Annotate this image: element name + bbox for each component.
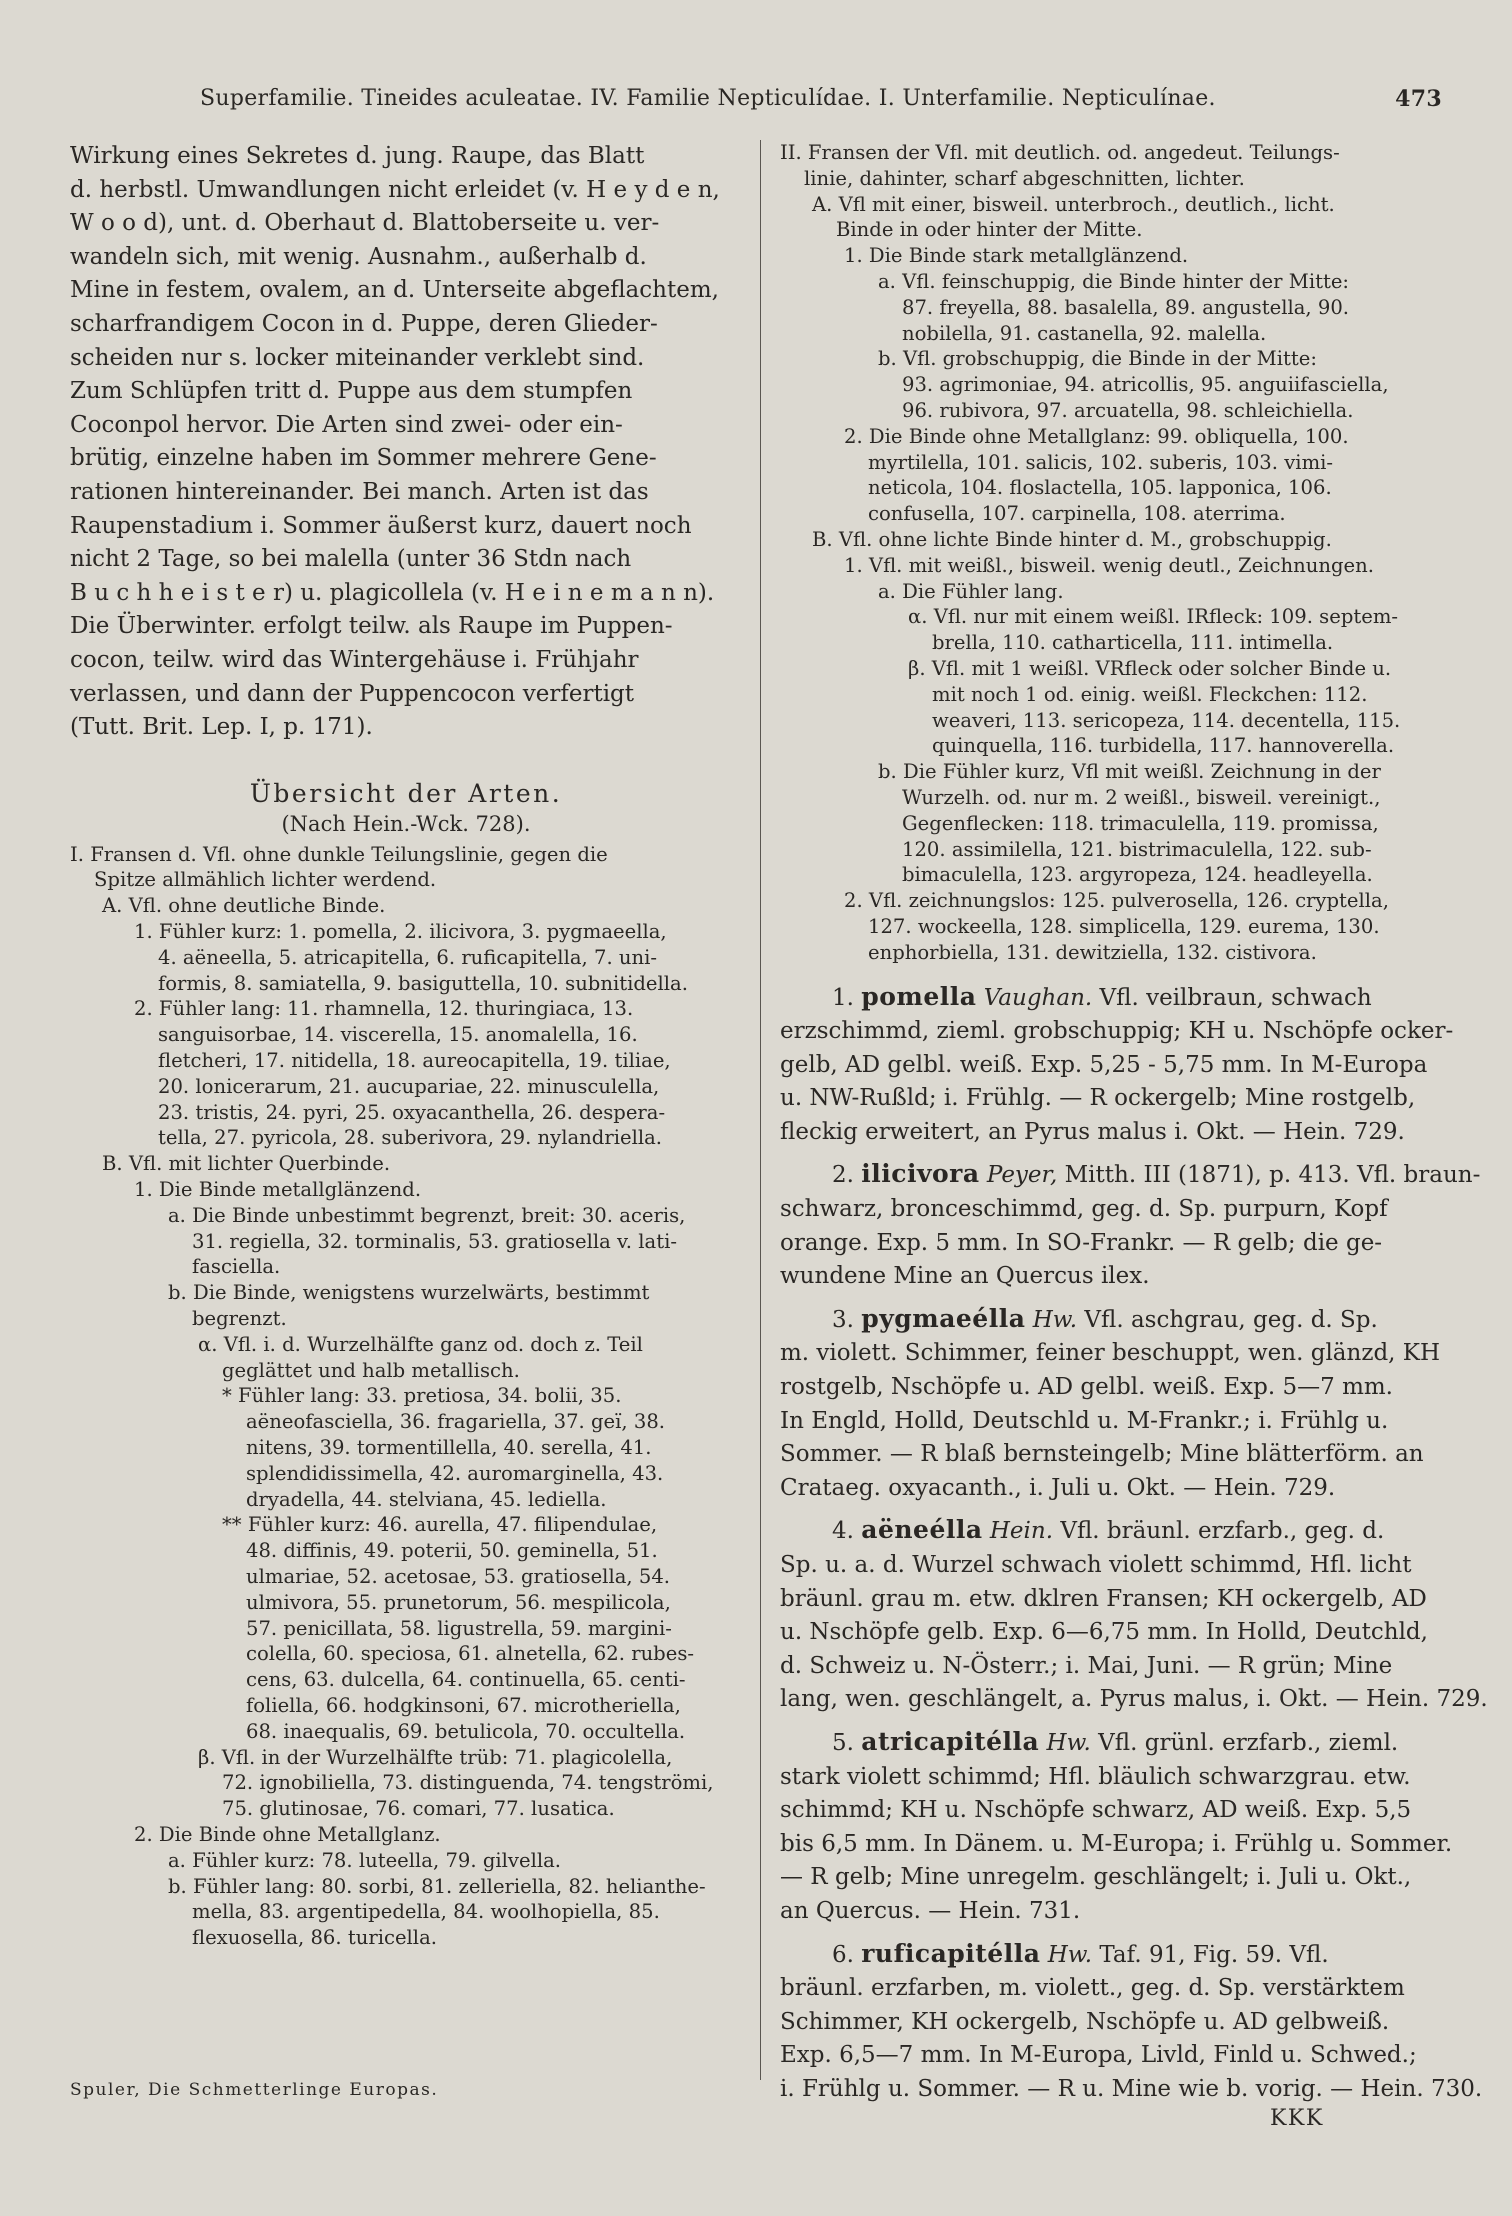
key-item <box>70 1280 742 1332</box>
key-line: splendidissimella, 42. auromarginella, 43. <box>246 1461 664 1485</box>
intro-line: verlassen, und dann der Puppencocon verfertigt <box>70 680 635 707</box>
species-number: 2. <box>832 1162 862 1189</box>
entry-line <box>780 1937 1450 1973</box>
key-line: 127. wockeella, 128. simplicella, 129. eurema, 130. <box>868 914 1380 938</box>
species-name: atricapitélla <box>861 1726 1040 1756</box>
species-entry <box>780 1157 1481 1293</box>
intro-line: rationen hintereinander. Bei manch. Arten ist das <box>70 478 649 505</box>
key-item <box>70 1383 742 1512</box>
intro-line: Coconpol hervor. Die Arten sind zwei- oder ein- <box>70 411 623 438</box>
key-item <box>780 579 1450 605</box>
entry-line: fleckig erweitert, an Pyrus malus i. Okt. — Hein. 729. <box>780 1118 1405 1145</box>
key-line: 96. rubivora, 97. arcuatella, 98. schleichiella. <box>902 398 1354 422</box>
key-item <box>780 140 1450 192</box>
intro-line: cocon, teilw. wird das Wintergehäuse i. Frühjahr <box>70 646 639 673</box>
entry-line: bis 6,5 mm. In Dänem. u. M-Europa; i. Frühlg u. Sommer. <box>780 1830 1453 1857</box>
key-item <box>70 919 742 996</box>
key-item <box>780 346 1450 423</box>
species-number: 5. <box>832 1729 862 1756</box>
entry-line: d. Schweiz u. N-Österr.; i. Mai, Juni. — R grün; Mine <box>780 1652 1393 1679</box>
intro-line: W o o d), unt. d. Oberhaut d. Blattoberseite u. ver- <box>70 210 660 237</box>
species-author: Vaughan. <box>976 984 1093 1011</box>
key-line: 87. freyella, 88. basalella, 89. angustella, 90. <box>902 295 1350 319</box>
key-line: myrtilella, 101. salicis, 102. suberis, 103. vimi- <box>868 450 1334 474</box>
key-line: nitens, 39. tormentillella, 40. serella, 41. <box>246 1436 652 1460</box>
entry-line <box>780 1725 1450 1761</box>
key-line: a. Die Fühler lang. <box>878 579 1064 603</box>
intro-line: wandeln sich, mit wenig. Ausnahm., außerhalb d. <box>70 243 647 270</box>
key-line: α. Vfl. nur mit einem weißl. IRfleck: 109. septem- <box>908 605 1399 629</box>
key-line: cens, 63. dulcella, 64. continuella, 65. centi- <box>246 1668 686 1692</box>
species-author: Hw. <box>1025 1306 1078 1333</box>
species-key-left <box>70 842 742 1951</box>
key-line: 2. Fühler lang: 11. rhamnella, 12. thuringiaca, 13. <box>134 997 634 1021</box>
key-line: flexuosella, 86. turicella. <box>192 1926 437 1950</box>
intro-line: brütig, einzelne haben im Sommer mehrere Gene- <box>70 445 657 472</box>
key-line: 1. Die Binde metallglänzend. <box>134 1178 422 1202</box>
species-name: ilicivora <box>861 1159 980 1189</box>
key-line: bimaculella, 123. argyropeza, 124. headleyella. <box>902 863 1373 887</box>
entry-line: u. NW-Rußld; i. Frühlg. — R ockergelb; Mine rostgelb, <box>780 1085 1416 1112</box>
entry-line: schwarz, bronceschimmd, geg. d. Sp. purpurn, Kopf <box>780 1196 1388 1223</box>
entry-line: orange. Exp. 5 mm. In SO-Frankr. — R gelb; die ge- <box>780 1229 1383 1256</box>
species-number: 3. <box>832 1306 862 1333</box>
key-line: confusella, 107. carpinella, 108. aterrima. <box>868 502 1286 526</box>
entry-text: Vfl. grünl. erzfarb., zieml. <box>1090 1729 1399 1756</box>
key-line: A. Vfl mit einer, bisweil. unterbroch., deutlich., licht. <box>812 192 1335 216</box>
key-item <box>780 656 1450 759</box>
entry-line: Crataeg. oxyacanth., i. Juli u. Okt. — Hein. 729. <box>780 1474 1336 1501</box>
intro-line: Zum Schlüpfen tritt d. Puppe aus dem stumpfen <box>70 378 633 405</box>
key-line: a. Vfl. feinschuppig, die Binde hinter der Mitte: <box>878 269 1350 293</box>
entry-line: Schimmer, KH ockergelb, Nschöpfe u. AD gelbweiß. <box>780 2008 1390 2035</box>
key-line: a. Fühler kurz: 78. luteella, 79. gilvella. <box>168 1848 562 1872</box>
entry-line: In Engld, Holld, Deutschld u. M-Frankr.; i. Frühlg u. <box>780 1407 1389 1434</box>
entry-line: Sommer. — R blaß bernsteingelb; Mine blätterförm. an <box>780 1441 1424 1468</box>
key-line: aëneofasciella, 36. fragariella, 37. geï, 38. <box>246 1410 666 1434</box>
intro-line: nicht 2 Tage, so bei malella (unter 36 Stdn nach <box>70 546 632 573</box>
species-entry <box>780 1725 1453 1929</box>
entry-line: erzschimmd, zieml. grobschuppig; KH u. Nschöpfe ocker- <box>780 1018 1454 1045</box>
key-line: b. Die Fühler kurz, Vfl mit weißl. Zeichnung in der <box>878 760 1381 784</box>
key-line: mella, 83. argentipedella, 84. woolhopiella, 85. <box>192 1900 660 1924</box>
species-number: 4. <box>832 1518 862 1545</box>
key-line: Binde in oder hinter der Mitte. <box>836 218 1143 242</box>
key-line: α. Vfl. i. d. Wurzelhälfte ganz od. doch z. Teil <box>198 1332 643 1356</box>
key-line: 2. Die Binde ohne Metallglanz. <box>134 1822 441 1846</box>
key-item <box>780 759 1450 888</box>
key-line: 4. aëneella, 5. atricapitella, 6. ruficapitella, 7. uni- <box>158 945 658 969</box>
key-line: B. Vfl. ohne lichte Binde hinter d. M., grobschuppig. <box>812 527 1332 551</box>
entry-line <box>780 1513 1450 1549</box>
key-line: foliella, 66. hodgkinsoni, 67. microtheriella, <box>246 1693 681 1717</box>
entry-line <box>780 1157 1481 1193</box>
intro-line: scharfrandigem Cocon in d. Puppe, deren Glieder- <box>70 310 658 337</box>
species-name: ruficapitélla <box>861 1938 1041 1968</box>
key-line: fletcheri, 17. nitidella, 18. aureocapitella, 19. tiliae, <box>158 1049 671 1073</box>
key-line: * Fühler lang: 33. pretiosa, 34. bolii, 35. <box>222 1384 622 1408</box>
key-line: b. Fühler lang: 80. sorbi, 81. zelleriella, 82. helianthe- <box>168 1874 706 1898</box>
key-line: tella, 27. pyricola, 28. suberivora, 29. nylandriella. <box>158 1126 663 1150</box>
key-item <box>70 1203 742 1280</box>
species-author: Hein. <box>982 1518 1054 1545</box>
entry-line: wundene Mine an Quercus ilex. <box>780 1263 1150 1290</box>
key-item <box>70 1848 742 1874</box>
species-author: Hw. <box>1040 1941 1093 1968</box>
species-entries <box>780 980 1488 2107</box>
intro-line: Die Überwinter. erfolgt teilw. als Raupe im Puppen- <box>70 613 673 640</box>
running-title: Superfamilie. Tineides aculeatae. IV. Familie Nepticulídae. I. Unterfamilie. Nepticulínae. <box>200 86 1216 111</box>
species-key-right <box>780 140 1450 966</box>
column-divider <box>760 140 761 2080</box>
key-item <box>70 842 742 894</box>
overview-note: (Nach Hein.-Wck. 728). <box>281 811 531 836</box>
right-column <box>780 140 1488 2107</box>
key-line: I. Fransen d. Vfl. ohne dunkle Teilungslinie, gegen die <box>70 842 608 866</box>
entry-line: rostgelb, Nschöpfe u. AD gelbl. weiß. Exp. 5—7 mm. <box>780 1374 1393 1401</box>
intro-line: B u c h h e i s t e r) u. plagicollela (v. H e i n e m a n n). <box>70 579 715 606</box>
key-item <box>70 1822 742 1848</box>
species-entry <box>780 980 1454 1150</box>
key-item <box>780 553 1450 579</box>
key-line: 1. Vfl. mit weißl., bisweil. wenig deutl., Zeichnungen. <box>844 553 1374 577</box>
species-entry <box>780 1302 1450 1506</box>
intro-line: Raupenstadium i. Sommer äußerst kurz, dauert noch <box>70 512 692 539</box>
key-line: b. Die Binde, wenigstens wurzelwärts, bestimmt <box>168 1281 650 1305</box>
entry-line: an Quercus. — Hein. 731. <box>780 1897 1081 1924</box>
key-line: geglättet und halb metallisch. <box>222 1358 520 1382</box>
key-line: enphorbiella, 131. dewitziella, 132. cistivora. <box>868 940 1317 964</box>
species-entry <box>780 1937 1483 2107</box>
intro-line: d. herbstl. Umwandlungen nicht erleidet (v. H e y d e n, <box>70 176 720 203</box>
entry-line: bräunl. erzfarben, m. violett., geg. d. Sp. verstärktem <box>780 1975 1405 2002</box>
publisher-footer: Spuler, Die Schmetterlinge Europas. <box>70 2080 439 2100</box>
key-line: weaveri, 113. sericopeza, 114. decentella, 115. <box>932 708 1401 732</box>
key-line: mit noch 1 od. einig. weißl. Fleckchen: 112. <box>932 682 1368 706</box>
entry-text: Vfl. aschgrau, geg. d. Sp. <box>1077 1306 1378 1333</box>
key-line: quinquella, 116. turbidella, 117. hannoverella. <box>932 734 1395 758</box>
entry-line: Exp. 6,5—7 mm. In M-Europa, Livld, Finld u. Schwed.; <box>780 2042 1417 2069</box>
key-item <box>70 1745 742 1822</box>
key-item <box>780 888 1450 965</box>
intro-paragraph <box>70 140 742 745</box>
intro-line: scheiden nur s. locker miteinander verklebt sind. <box>70 344 645 371</box>
key-line: fasciella. <box>192 1255 281 1279</box>
key-line: 20. lonicerarum, 21. aucupariae, 22. minusculella, <box>158 1074 660 1098</box>
key-line: neticola, 104. floslactella, 105. lapponica, 106. <box>868 476 1332 500</box>
species-number: 6. <box>832 1941 862 1968</box>
signature-mark: KKK <box>1270 2106 1324 2131</box>
overview-title: Übersicht der Arten. <box>249 778 563 808</box>
key-item <box>70 1512 742 1744</box>
entry-line: schimmd; KH u. Nschöpfe schwarz, AD weiß. Exp. 5,5 <box>780 1797 1412 1824</box>
key-item <box>70 1151 742 1177</box>
key-line: ulmivora, 55. prunetorum, 56. mespilicola, <box>246 1590 671 1614</box>
entry-line: lang, wen. geschlängelt, a. Pyrus malus, i. Okt. — Hein. 729. <box>780 1686 1488 1713</box>
entry-text: Vfl. bräunl. erzfarb., geg. d. <box>1053 1518 1385 1545</box>
key-line: 120. assimilella, 121. bistrimaculella, 122. sub- <box>902 837 1372 861</box>
key-line: II. Fransen der Vfl. mit deutlich. od. angedeut. Teilungs- <box>780 141 1340 164</box>
species-name: pomella <box>861 981 977 1011</box>
key-line: b. Vfl. grobschuppig, die Binde in der Mitte: <box>878 347 1317 371</box>
key-line: 93. agrimoniae, 94. atricollis, 95. anguiifasciella, <box>902 373 1389 397</box>
key-line: β. Vfl. mit 1 weißl. VRfleck oder solcher Binde u. <box>908 656 1392 680</box>
entry-line <box>780 980 1450 1016</box>
intro-line: Wirkung eines Sekretes d. jung. Raupe, das Blatt <box>70 143 645 169</box>
entry-line: gelb, AD gelbl. weiß. Exp. 5,25 - 5,75 mm. In M-Europa <box>780 1051 1428 1078</box>
entry-line: stark violett schimmd; Hfl. bläulich schwarzgrau. etw. <box>780 1763 1411 1790</box>
key-line: 2. Die Binde ohne Metallglanz: 99. obliquella, 100. <box>844 424 1349 448</box>
intro-line: (Tutt. Brit. Lep. I, p. 171). <box>70 714 373 741</box>
key-item <box>780 604 1450 656</box>
key-item <box>70 1332 742 1384</box>
key-item <box>70 1177 742 1203</box>
entry-line: u. Nschöpfe gelb. Exp. 6—6,75 mm. In Holld, Deutchld, <box>780 1619 1428 1646</box>
species-entry <box>780 1513 1488 1717</box>
page-number: 473 <box>1395 86 1442 112</box>
key-line: nobilella, 91. castanella, 92. malella. <box>902 321 1267 345</box>
key-line: 75. glutinosae, 76. comari, 77. lusatica. <box>222 1797 615 1821</box>
entry-line: i. Frühlg u. Sommer. — R u. Mine wie b. vorig. — Hein. 730. <box>780 2075 1483 2102</box>
key-line: linie, dahinter, scharf abgeschnitten, lichter. <box>804 166 1245 190</box>
key-line: colella, 60. speciosa, 61. alnetella, 62. rubes- <box>246 1642 694 1666</box>
species-author: Peyer, <box>979 1162 1058 1189</box>
key-line: 48. diffinis, 49. poterii, 50. geminella, 51. <box>246 1539 658 1563</box>
key-item <box>70 893 742 919</box>
key-item <box>780 243 1450 269</box>
key-item <box>780 527 1450 553</box>
entry-line: bräunl. grau m. etw. dklren Fransen; KH ockergelb, AD <box>780 1585 1427 1612</box>
entry-line <box>780 1302 1450 1338</box>
key-line: a. Die Binde unbestimmt begrenzt, breit: 30. aceris, <box>168 1203 686 1227</box>
key-line: 31. regiella, 32. torminalis, 53. gratiosella v. lati- <box>192 1229 677 1253</box>
key-line: formis, 8. samiatella, 9. basiguttella, 10. subnitidella. <box>158 971 688 995</box>
key-line: ** Fühler kurz: 46. aurella, 47. filipendulae, <box>222 1513 658 1537</box>
entry-text: Vfl. veilbraun, schwach <box>1092 984 1372 1011</box>
key-line: 2. Vfl. zeichnungslos: 125. pulverosella, 126. cryptella, <box>844 889 1389 913</box>
key-line: 57. penicillata, 58. ligustrella, 59. margini- <box>246 1616 672 1640</box>
key-item <box>70 996 742 1151</box>
key-line: 72. ignobiliella, 73. distinguenda, 74. tengströmi, <box>222 1771 714 1795</box>
key-line: 68. inaequalis, 69. betulicola, 70. occultella. <box>246 1719 686 1743</box>
key-line: B. Vfl. mit lichter Querbinde. <box>102 1152 391 1176</box>
key-line: A. Vfl. ohne deutliche Binde. <box>102 894 386 918</box>
species-number: 1. <box>832 984 862 1011</box>
key-line: 1. Fühler kurz: 1. pomella, 2. ilicivora, 3. pygmaeella, <box>134 920 667 944</box>
key-line: brella, 110. catharticella, 111. intimella. <box>932 631 1334 655</box>
entry-text: Mitth. III (1871), p. 413. Vfl. braun- <box>1057 1162 1481 1189</box>
key-line: Gegenflecken: 118. trimaculella, 119. promissa, <box>902 811 1379 835</box>
key-item <box>780 269 1450 346</box>
key-line: begrenzt. <box>192 1307 287 1331</box>
key-item <box>70 1874 742 1951</box>
left-column <box>70 140 742 1951</box>
entry-line: — R gelb; Mine unregelm. geschlängelt; i. Juli u. Okt., <box>780 1864 1412 1891</box>
key-line: sanguisorbae, 14. viscerella, 15. anomalella, 16. <box>158 1023 638 1047</box>
key-item <box>780 192 1450 244</box>
running-header <box>200 86 1450 122</box>
species-name: aëneélla <box>861 1515 983 1545</box>
key-line: 1. Die Binde stark metallglänzend. <box>844 244 1189 268</box>
entry-text: Taf. 91, Fig. 59. Vfl. <box>1092 1941 1329 1968</box>
key-item <box>780 424 1450 527</box>
species-name: pygmaeélla <box>861 1303 1026 1333</box>
species-author: Hw. <box>1039 1729 1091 1756</box>
key-line: β. Vfl. in der Wurzelhälfte trüb: 71. plagicolella, <box>198 1745 673 1769</box>
entry-line: Sp. u. a. d. Wurzel schwach violett schimmd, Hfl. licht <box>780 1552 1412 1578</box>
key-line: 23. tristis, 24. pyri, 25. oxyacanthella, 26. despera- <box>158 1100 666 1124</box>
key-line: Wurzelh. od. nur m. 2 weißl., bisweil. vereinigt., <box>902 785 1381 809</box>
key-line: dryadella, 44. stelviana, 45. lediella. <box>246 1487 607 1511</box>
key-line: ulmariae, 52. acetosae, 53. gratiosella, 54. <box>246 1565 671 1588</box>
intro-line: Mine in festem, ovalem, an d. Unterseite abgeflachtem, <box>70 277 719 304</box>
entry-line: m. violett. Schimmer, feiner beschuppt, wen. glänzd, KH <box>780 1340 1441 1367</box>
key-line: Spitze allmählich lichter werdend. <box>94 868 437 892</box>
